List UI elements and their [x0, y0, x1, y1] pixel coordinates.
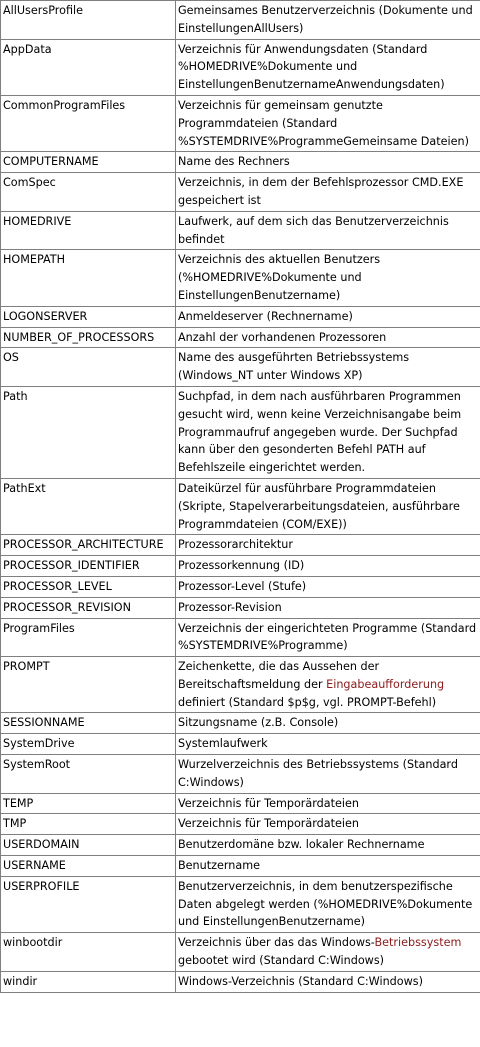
- variable-description: Anmeldeserver (Rechnername): [176, 306, 480, 327]
- table-row: [1, 327, 480, 348]
- description-text: definiert (Standard $p$g, vgl. PROMPT-Befehl): [178, 695, 437, 709]
- variable-description: Name des ausgeführten Betriebssystems (Windows_NT unter Windows XP): [176, 348, 480, 387]
- table-row: [1, 39, 480, 95]
- table-row: [1, 814, 480, 835]
- betriebssystem-link[interactable]: Betriebssystem: [374, 936, 462, 950]
- table-row: [1, 152, 480, 173]
- variable-name: TEMP: [1, 793, 176, 814]
- variable-name: HOMEPATH: [1, 250, 176, 306]
- variable-description: Prozessor-Revision: [176, 597, 480, 618]
- variable-name: ProgramFiles: [1, 618, 176, 657]
- variable-name: USERDOMAIN: [1, 835, 176, 856]
- variable-description: Benutzerverzeichnis, in dem benutzerspezifische Daten abgelegt werden (%HOMEDRIVE%Dokumente und EinstellungenBenutzername): [176, 876, 480, 932]
- variable-name: NUMBER_OF_PROCESSORS: [1, 327, 176, 348]
- variable-description: Verzeichnis für Temporärdateien: [176, 814, 480, 835]
- table-row: [1, 535, 480, 556]
- variable-name: AllUsersProfile: [1, 1, 176, 40]
- variable-description: Prozessorarchitektur: [176, 535, 480, 556]
- description-text: Verzeichnis über das das Windows-: [178, 936, 375, 950]
- variable-name: winbootdir: [1, 933, 176, 972]
- table-row: [1, 95, 480, 151]
- table-row: [1, 478, 480, 534]
- table-row: [1, 835, 480, 856]
- variable-description: Systemlaufwerk: [176, 734, 480, 755]
- variable-description: Windows-Verzeichnis (Standard C:Windows): [176, 971, 480, 992]
- table-row: [1, 755, 480, 794]
- table-row: [1, 597, 480, 618]
- variable-name: ComSpec: [1, 173, 176, 212]
- variable-name: SystemRoot: [1, 755, 176, 794]
- variable-name: SESSIONNAME: [1, 713, 176, 734]
- table-row: [1, 306, 480, 327]
- variable-description: Name des Rechners: [176, 152, 480, 173]
- variable-description: Laufwerk, auf dem sich das Benutzerverzeichnis befindet: [176, 211, 480, 250]
- table-row: [1, 734, 480, 755]
- variable-description: Anzahl der vorhandenen Prozessoren: [176, 327, 480, 348]
- variable-name: CommonProgramFiles: [1, 95, 176, 151]
- variable-name: PROMPT: [1, 657, 176, 713]
- variable-description: [176, 657, 480, 713]
- variable-description: Verzeichnis der eingerichteten Programme (Standard %SYSTEMDRIVE%Programme): [176, 618, 480, 657]
- table-row: [1, 713, 480, 734]
- table-row: [1, 971, 480, 992]
- variable-name: AppData: [1, 39, 176, 95]
- variable-name: COMPUTERNAME: [1, 152, 176, 173]
- variable-description: Verzeichnis, in dem der Befehlsprozessor CMD.EXE gespeichert ist: [176, 173, 480, 212]
- table-row: [1, 657, 480, 713]
- table-row: [1, 856, 480, 877]
- table-row: [1, 211, 480, 250]
- variable-description: Wurzelverzeichnis des Betriebssystems (Standard C:Windows): [176, 755, 480, 794]
- table-row: [1, 556, 480, 577]
- description-text: gebootet wird (Standard C:Windows): [178, 954, 385, 968]
- variable-name: PROCESSOR_ARCHITECTURE: [1, 535, 176, 556]
- variable-description: Gemeinsames Benutzerverzeichnis (Dokumente und EinstellungenAllUsers): [176, 1, 480, 40]
- eingabeaufforderung-link[interactable]: Eingabeaufforderung: [326, 677, 445, 691]
- table-row: [1, 348, 480, 387]
- variable-description: Suchpfad, in dem nach ausführbaren Programmen gesucht wird, wenn keine Verzeichnisangabe beim Programmaufruf angegeben wurde. Der Suchpfad kann über den gesonderten Befehl PATH auf Befehlszeile eingerichtet werden.: [176, 386, 480, 478]
- variable-name: HOMEDRIVE: [1, 211, 176, 250]
- variable-name: windir: [1, 971, 176, 992]
- variable-name: PROCESSOR_REVISION: [1, 597, 176, 618]
- variable-name: PathExt: [1, 478, 176, 534]
- variable-name: SystemDrive: [1, 734, 176, 755]
- variable-description: Verzeichnis für gemeinsam genutzte Programmdateien (Standard %SYSTEMDRIVE%ProgrammeGemeinsame Dateien): [176, 95, 480, 151]
- table-row: [1, 576, 480, 597]
- variable-description: [176, 933, 480, 972]
- table-row: [1, 933, 480, 972]
- variable-name: USERPROFILE: [1, 876, 176, 932]
- variable-name: PROCESSOR_LEVEL: [1, 576, 176, 597]
- table-row: [1, 1, 480, 40]
- variable-name: PROCESSOR_IDENTIFIER: [1, 556, 176, 577]
- table-row: [1, 250, 480, 306]
- variable-description: Benutzerdomäne bzw. lokaler Rechnername: [176, 835, 480, 856]
- table-row: [1, 386, 480, 478]
- variable-description: Verzeichnis für Anwendungsdaten (Standard %HOMEDRIVE%Dokumente und EinstellungenBenutzernameAnwendungsdaten): [176, 39, 480, 95]
- variable-description: Verzeichnis des aktuellen Benutzers (%HOMEDRIVE%Dokumente und EinstellungenBenutzername): [176, 250, 480, 306]
- variable-description: Prozessorkennung (ID): [176, 556, 480, 577]
- variable-name: OS: [1, 348, 176, 387]
- variable-name: LOGONSERVER: [1, 306, 176, 327]
- table-row: [1, 793, 480, 814]
- table-row: [1, 173, 480, 212]
- table-row: [1, 618, 480, 657]
- variable-description: Verzeichnis für Temporärdateien: [176, 793, 480, 814]
- description-text: Zeichenkette, die das Aussehen der Bereitschaftsmeldung der: [178, 660, 380, 691]
- variable-description: Dateikürzel für ausführbare Programmdateien (Skripte, Stapelverarbeitungsdateien, ausführbare Programmdateien (COM/EXE)): [176, 478, 480, 534]
- variable-description: Prozessor-Level (Stufe): [176, 576, 480, 597]
- variable-description: Sitzungsname (z.B. Console): [176, 713, 480, 734]
- variable-name: TMP: [1, 814, 176, 835]
- table-row: [1, 876, 480, 932]
- variable-name: Path: [1, 386, 176, 478]
- variable-name: USERNAME: [1, 856, 176, 877]
- variable-description: Benutzername: [176, 856, 480, 877]
